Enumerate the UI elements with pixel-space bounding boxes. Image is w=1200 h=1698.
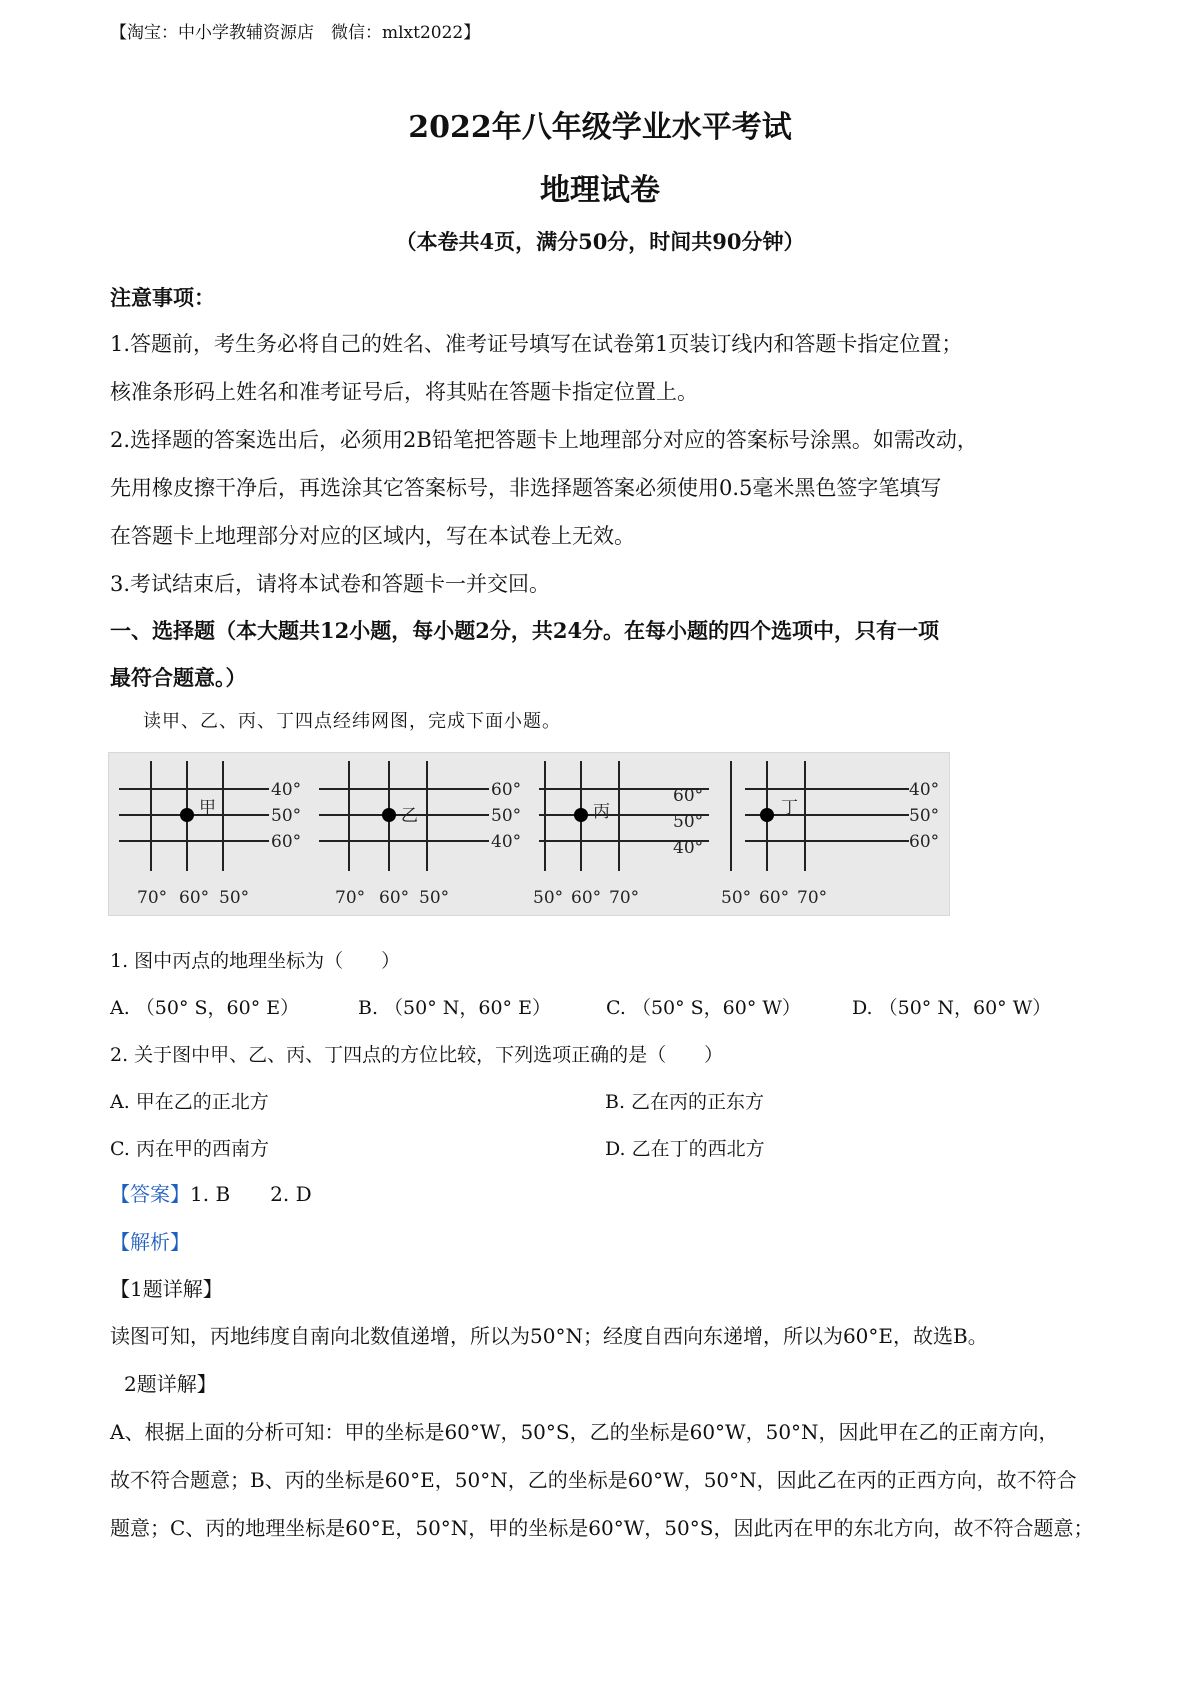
lat-lon-grid-figure bbox=[108, 752, 950, 916]
lon-label: 70° bbox=[609, 888, 640, 908]
detail-2-line: A、根据上面的分析可知：甲的坐标是60°W，50°S，乙的坐标是60°W，50°N，因此甲在乙的正南方向， bbox=[110, 1420, 1059, 1444]
q2-option-a: A. 甲在乙的正北方 bbox=[110, 1091, 269, 1113]
lon-label: 60° bbox=[379, 888, 410, 908]
grid-map-bing bbox=[533, 761, 709, 908]
lon-label: 60° bbox=[759, 888, 790, 908]
detail-2-line: 题意；C、丙的地理坐标是60°E，50°N，甲的坐标是60°W，50°S，因此丙在甲的东北方向，故不符合题意； bbox=[110, 1516, 1094, 1540]
lat-label: 50° bbox=[673, 812, 704, 832]
notes-line: 在答题卡上地理部分对应的区域内，写在本试卷上无效。 bbox=[110, 524, 635, 548]
answer-tag: 【答案】 bbox=[110, 1182, 190, 1206]
lat-label: 40° bbox=[673, 838, 704, 858]
lat-label: 60° bbox=[673, 786, 704, 806]
header-note: 【淘宝：中小学教辅资源店 微信：mlxt2022】 bbox=[110, 23, 481, 43]
grid-maps-svg bbox=[109, 753, 949, 915]
answer-text: 1. B 2. D bbox=[190, 1182, 312, 1206]
q1-option-b: B. （50° N，60° E） bbox=[358, 997, 551, 1019]
exam-info: （本卷共4页，满分50分，时间共90分钟） bbox=[395, 229, 805, 254]
analysis-tag: 【解析】 bbox=[110, 1230, 190, 1254]
q1-option-d: D. （50° N，60° W） bbox=[852, 997, 1052, 1019]
lon-label: 50° bbox=[721, 888, 752, 908]
lon-label: 60° bbox=[571, 888, 602, 908]
detail-1-text: 读图可知，丙地纬度自南向北数值递增，所以为50°N；经度自西向东递增，所以为60°E，故选B。 bbox=[110, 1324, 988, 1348]
grid-map-ding bbox=[721, 761, 939, 908]
answer-line bbox=[110, 1178, 312, 1207]
point-label: 乙 bbox=[401, 806, 418, 826]
lon-label: 50° bbox=[419, 888, 450, 908]
point-label: 甲 bbox=[199, 798, 216, 818]
lat-label: 50° bbox=[271, 806, 302, 826]
q1-option-a: A. （50° S，60° E） bbox=[110, 997, 300, 1019]
lon-label: 70° bbox=[137, 888, 168, 908]
point-label: 丁 bbox=[781, 798, 798, 818]
lat-label: 40° bbox=[271, 780, 302, 800]
q2-option-b: B. 乙在丙的正东方 bbox=[605, 1091, 765, 1113]
question-intro: 读甲、乙、丙、丁四点经纬网图，完成下面小题。 bbox=[143, 711, 561, 732]
lat-label: 60° bbox=[271, 832, 302, 852]
notes-line: 1.答题前，考生务必将自己的姓名、准考证号填写在试卷第1页装订线内和答题卡指定位置； bbox=[110, 332, 963, 356]
point-label: 丙 bbox=[593, 802, 610, 822]
point-jia bbox=[180, 808, 194, 822]
point-yi bbox=[382, 808, 396, 822]
section-heading: 一、选择题（本大题共12小题，每小题2分，共24分。在每小题的四个选项中，只有一项 bbox=[110, 618, 940, 643]
notes-line: 核准条形码上姓名和准考证号后，将其贴在答题卡指定位置上。 bbox=[110, 380, 698, 404]
q2-option-d: D. 乙在丁的西北方 bbox=[605, 1138, 765, 1160]
lon-label: 70° bbox=[797, 888, 828, 908]
detail-2-tag: 2题详解】 bbox=[124, 1372, 217, 1396]
question-1-stem: 1. 图中丙点的地理坐标为（ ） bbox=[110, 950, 401, 972]
grid-map-yi bbox=[319, 761, 521, 908]
lon-label: 50° bbox=[219, 888, 250, 908]
lat-label: 40° bbox=[909, 780, 940, 800]
detail-1-tag: 【1题详解】 bbox=[110, 1277, 223, 1301]
point-bing bbox=[574, 808, 588, 822]
lat-label: 40° bbox=[491, 832, 522, 852]
lon-label: 60° bbox=[179, 888, 210, 908]
point-ding bbox=[760, 808, 774, 822]
question-2-stem: 2. 关于图中甲、乙、丙、丁四点的方位比较，下列选项正确的是（ ） bbox=[110, 1044, 724, 1066]
lon-label: 70° bbox=[335, 888, 366, 908]
lat-label: 50° bbox=[909, 806, 940, 826]
q1-option-c: C. （50° S，60° W） bbox=[606, 997, 801, 1019]
lat-label: 60° bbox=[491, 780, 522, 800]
notes-line: 3.考试结束后，请将本试卷和答题卡一并交回。 bbox=[110, 572, 551, 596]
notes-line: 2.选择题的答案选出后，必须用2B铅笔把答题卡上地理部分对应的答案标号涂黑。如需改动， bbox=[110, 428, 978, 452]
lat-label: 60° bbox=[909, 832, 940, 852]
q2-option-c: C. 丙在甲的西南方 bbox=[110, 1138, 269, 1160]
section-heading-cont: 最符合题意。） bbox=[110, 665, 247, 690]
notes-line: 先用橡皮擦干净后，再选涂其它答案标号，非选择题答案必须使用0.5毫米黑色签字笔填写 bbox=[110, 476, 942, 500]
detail-2-line: 故不符合题意；B、丙的坐标是60°E，50°N，乙的坐标是60°W，50°N，因此乙在丙的正西方向，故不符合 bbox=[110, 1468, 1077, 1492]
grid-map-jia bbox=[119, 761, 301, 908]
lon-label: 50° bbox=[533, 888, 564, 908]
subject-title: 地理试卷 bbox=[540, 173, 660, 208]
exam-title: 2022年八年级学业水平考试 bbox=[408, 110, 792, 145]
notes-heading: 注意事项： bbox=[110, 285, 215, 310]
lat-label: 50° bbox=[491, 806, 522, 826]
